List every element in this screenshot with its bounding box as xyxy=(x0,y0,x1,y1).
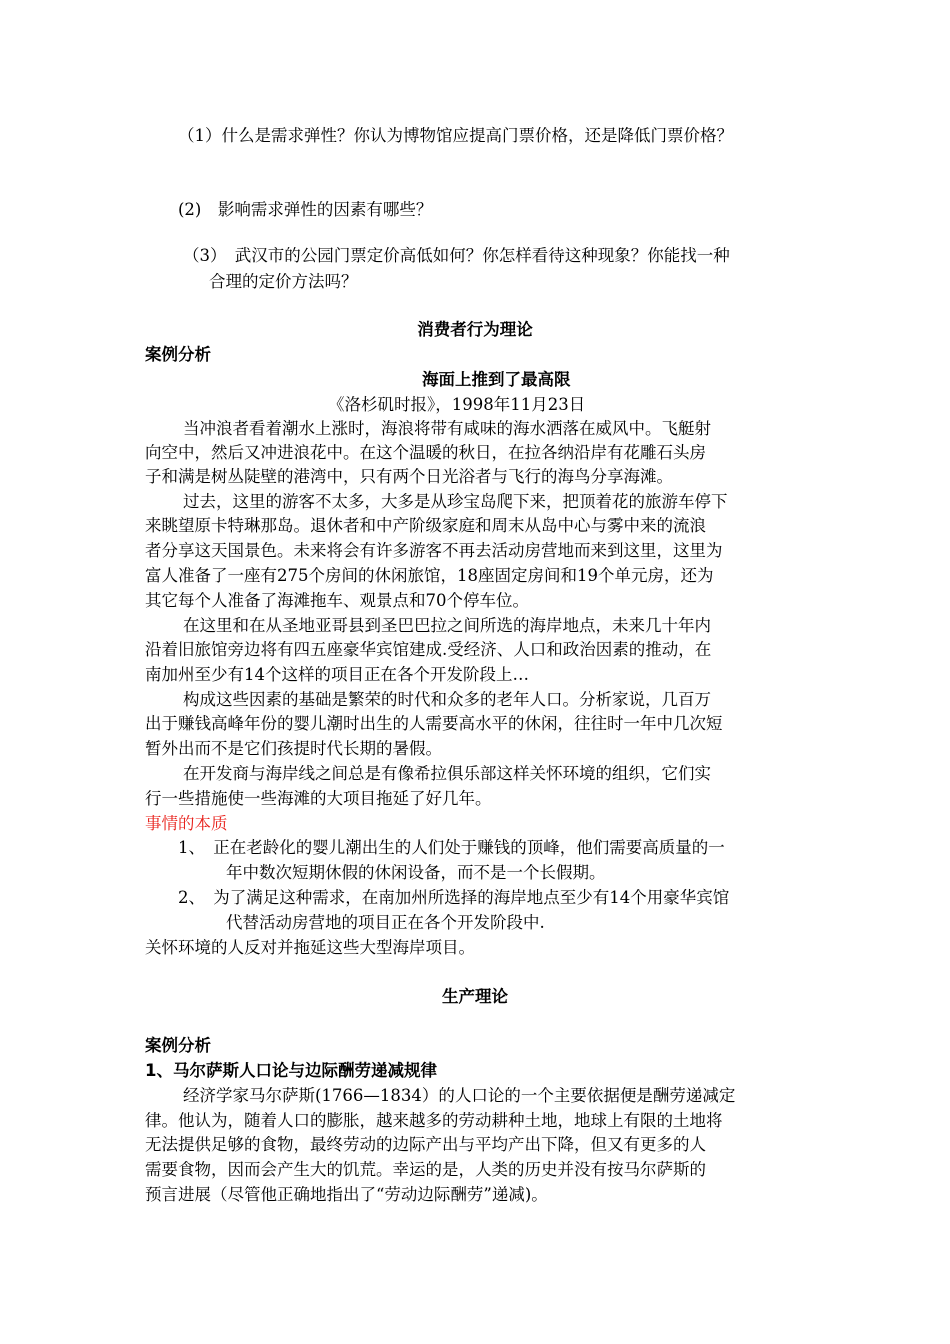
paragraph-line: 子和满是树丛陡壁的港湾中，只有两个日光浴者与飞行的海鸟分享海滩。 xyxy=(145,467,673,486)
paragraph-line: 来眺望原卡特琳那岛。退休者和中产阶级家庭和周末从岛中心与雾中来的流浪 xyxy=(145,516,706,535)
essence-label: 事情的本质 xyxy=(145,814,228,833)
paragraph-line: 富人准备了一座有275个房间的休闲旅馆，18座固定房间和19个单元房，还为 xyxy=(145,566,714,585)
paragraph-line: 在这里和在从圣地亚哥县到圣巴巴拉之间所选的海岸地点，未来几十年内 xyxy=(183,616,711,635)
essence-item: 关怀环境的人反对并拖延这些大型海岸项目。 xyxy=(145,938,475,957)
paragraph-line: 构成这些因素的基础是繁荣的时代和众多的老年人口。分析家说，几百万 xyxy=(183,690,711,709)
paragraph-line: 无法提供足够的食物，最终劳动的边际产出与平均产出下降，但又有更多的人 xyxy=(145,1135,706,1154)
paragraph-line: 沿着旧旅馆旁边将有四五座豪华宾馆建成.受经济、人口和政治因素的推动，在 xyxy=(145,640,712,659)
question-3-line-1: （3） 武汉市的公园门票定价高低如何？你怎样看待这种现象？你能找一种 xyxy=(183,246,730,265)
paragraph-line: 出于赚钱高峰年份的婴儿潮时出生的人需要高水平的休闲，往往时一年中几次短 xyxy=(145,714,723,733)
essence-item: 代替活动房营地的项目正在各个开发阶段中. xyxy=(226,913,545,932)
question-2: (2) 影响需求弹性的因素有哪些？ xyxy=(178,200,433,219)
section-heading-consumer: 消费者行为理论 xyxy=(417,320,533,339)
paragraph-line: 过去，这里的游客不太多，大多是从珍宝岛爬下来，把顶着花的旅游车停下 xyxy=(183,492,728,511)
paragraph-line: 暂外出而不是它们孩提时代长期的暑假。 xyxy=(145,739,442,758)
paragraph-line: 南加州至少有14个这样的项目正在各个开发阶段上… xyxy=(145,665,529,684)
paragraph-line: 者分享这天国景色。未来将会有许多游客不再去活动房营地而来到这里，这里为 xyxy=(145,541,723,560)
section-heading-production: 生产理论 xyxy=(442,987,508,1006)
case-analysis-label: 案例分析 xyxy=(145,345,211,364)
paragraph-line: 行一些措施使一些海滩的大项目拖延了好几年。 xyxy=(145,789,492,808)
paragraph-line: 其它每个人准备了海滩拖车、观景点和70个停车位。 xyxy=(145,591,529,610)
subtitle-malthus: 1、马尔萨斯人口论与边际酬劳递减规律 xyxy=(145,1061,437,1080)
paragraph-line: 需要食物，因而会产生大的饥荒。幸运的是，人类的历史并没有按马尔萨斯的 xyxy=(145,1160,706,1179)
essence-item: 1、 正在老龄化的婴儿潮出生的人们处于赚钱的顶峰，他们需要高质量的一 xyxy=(178,838,725,857)
paragraph-line: 经济学家马尔萨斯(1766—1834）的人口论的一个主要依据便是酬劳递减定 xyxy=(183,1086,736,1105)
case-analysis-label: 案例分析 xyxy=(145,1036,211,1055)
essence-item: 年中数次短期休假的休闲设备，而不是一个长假期。 xyxy=(226,863,606,882)
paragraph-line: 律。他认为，随着人口的膨胀，越来越多的劳动耕种土地，地球上有限的土地将 xyxy=(145,1111,723,1130)
essence-item: 2、 为了满足这种需求，在南加州所选择的海岸地点至少有14个用豪华宾馆 xyxy=(178,888,730,907)
article-title: 海面上推到了最高限 xyxy=(422,370,571,389)
paragraph-line: 预言进展（尽管他正确地指出了“劳动边际酬劳”递减)。 xyxy=(145,1185,548,1204)
article-source: 《洛杉矶时报》，1998年11月23日 xyxy=(328,395,586,414)
question-1: （1）什么是需求弹性？你认为博物馆应提高门票价格，还是降低门票价格？ xyxy=(178,126,733,145)
paragraph-line: 当冲浪者看着潮水上涨时，海浪将带有咸味的海水洒落在威风中。飞艇射 xyxy=(183,419,711,438)
paragraph-line: 向空中，然后又冲进浪花中。在这个温暖的秋日，在拉各纳沿岸有花雕石头房 xyxy=(145,443,706,462)
question-3-line-2: 合理的定价方法吗？ xyxy=(209,272,358,291)
paragraph-line: 在开发商与海岸线之间总是有像希拉俱乐部这样关怀环境的组织，它们实 xyxy=(183,764,711,783)
